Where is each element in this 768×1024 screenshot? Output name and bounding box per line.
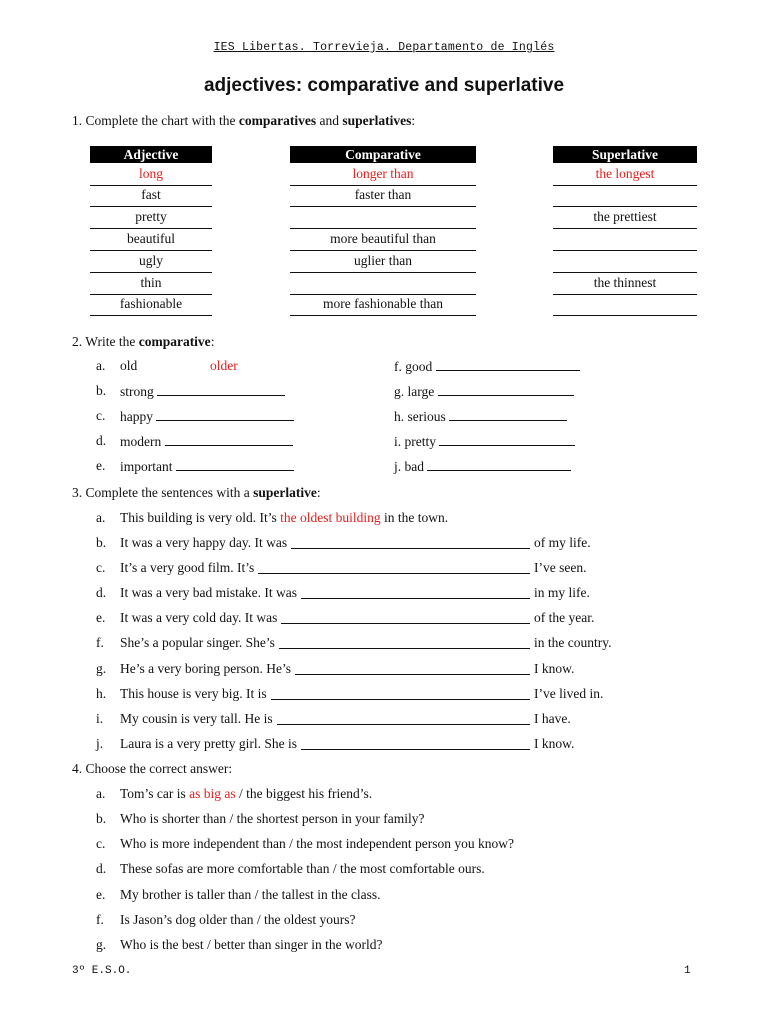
adjective-cell: thin [90, 273, 212, 295]
sentence-end: in my life. [534, 585, 590, 601]
q3-example-sentence: This building is very old. It’s the oldest building in the town. [120, 510, 449, 525]
q3-example-answer: the oldest building [280, 510, 381, 525]
superlative-cell: the longest [553, 164, 697, 186]
item-word: happy [120, 409, 153, 424]
answer-blank[interactable] [439, 433, 575, 446]
answer-blank[interactable] [436, 358, 580, 371]
superlative-cell[interactable] [553, 294, 697, 316]
sentence-start: It’s a very good film. It’s [120, 560, 255, 576]
answer-blank[interactable] [279, 648, 530, 649]
comparative-item [120, 358, 238, 374]
comparative-item [394, 458, 571, 475]
q4-instruction: 4. Choose the correct answer: [72, 761, 233, 776]
header-comparative: Comparative [290, 146, 476, 163]
comparative-cell: uglier than [290, 251, 476, 273]
answer-blank[interactable] [438, 383, 574, 396]
choice-sentence: Who is more independent than / the most independent person you know? [120, 836, 515, 852]
comparative-item [120, 433, 293, 450]
q1-instruction: 1. Complete the chart with the comparatives and superlatives: [72, 113, 416, 128]
superlative-cell[interactable] [553, 229, 697, 251]
superlative-cell[interactable] [553, 185, 697, 207]
item-letter: d. [96, 585, 107, 601]
item-letter: e. [96, 886, 106, 902]
item-word: important [120, 459, 173, 474]
sentence-start: This house is very big. It is [120, 685, 267, 701]
header-adjective: Adjective [90, 146, 212, 163]
header-superlative: Superlative [553, 146, 697, 163]
item-word: old [120, 358, 138, 373]
sentence-start: It was a very bad mistake. It was [120, 585, 297, 601]
item-letter: e. [96, 458, 106, 473]
item-letter: c. [96, 560, 106, 576]
item-letter: f. [96, 635, 104, 651]
answer-blank[interactable] [291, 548, 530, 549]
item-letter: i. [394, 434, 402, 449]
choice-sentence: Who is the best / better than singer in the world? [120, 937, 383, 952]
comparative-cell: faster than [290, 185, 476, 207]
item-letter: g. [96, 660, 107, 676]
q2-instruction: 2. Write the comparative: [72, 334, 215, 349]
footer-page-number: 1 [684, 965, 691, 977]
answer-blank[interactable] [271, 699, 530, 700]
adjective-cell: beautiful [90, 229, 212, 251]
answer-blank[interactable] [258, 573, 530, 574]
comparative-item [394, 408, 567, 425]
superlative-cell[interactable] [553, 251, 697, 273]
page-title: adjectives: comparative and superlative [203, 75, 565, 96]
item-letter: j. [96, 735, 104, 751]
comparative-cell: more beautiful than [290, 229, 476, 251]
item-letter: j. [394, 459, 402, 474]
sentence-end: I’ve seen. [534, 560, 587, 576]
answer-blank[interactable] [277, 724, 530, 725]
sentence-start: My cousin is very tall. He is [120, 710, 273, 726]
comparative-item [120, 383, 285, 400]
superlative-cell: the prettiest [553, 207, 697, 229]
item-word: good [405, 359, 433, 374]
answer-blank[interactable] [281, 623, 530, 624]
adjective-cell: pretty [90, 207, 212, 229]
item-letter: e. [96, 610, 106, 626]
choice-sentence: My brother is taller than / the tallest in the class. [120, 886, 381, 902]
item-letter: b. [96, 535, 107, 550]
adjective-cell: fashionable [90, 294, 212, 316]
sentence-end: of the year. [534, 610, 595, 626]
item-letter: h. [96, 685, 107, 701]
sentence-end: I’ve lived in. [534, 685, 604, 701]
comparative-item [394, 383, 574, 400]
superlative-cell: the thinnest [553, 273, 697, 295]
choice-sentence: These sofas are more comfortable than / the most comfortable ours. [120, 861, 485, 877]
item-word: large [407, 384, 435, 399]
school-header: IES Libertas. Torrevieja. Departamento de Inglés [213, 41, 555, 54]
answer-blank[interactable] [157, 383, 285, 396]
item-letter: d. [96, 861, 107, 877]
item-letter: f. [96, 911, 104, 927]
item-word: serious [407, 409, 446, 424]
answer-blank[interactable] [427, 458, 571, 471]
sentence-end: I know. [534, 660, 575, 676]
item-letter: d. [96, 433, 107, 448]
item-letter: h. [394, 409, 405, 424]
q3-instruction: 3. Complete the sentences with a superlative: [72, 485, 321, 500]
answer-blank[interactable] [295, 674, 530, 675]
q4-example-sentence: Tom’s car is as big as / the biggest his friend’s. [120, 786, 373, 801]
item-letter: b. [96, 811, 107, 826]
comparative-item [120, 458, 294, 475]
q4-example-letter: a. [96, 786, 106, 801]
sentence-start: It was a very happy day. It was [120, 535, 288, 550]
comparative-cell: more fashionable than [290, 294, 476, 316]
sentence-start: Laura is a very pretty girl. She is [120, 735, 297, 751]
sentence-start: It was a very cold day. It was [120, 610, 278, 626]
choice-sentence: Who is shorter than / the shortest person in your family? [120, 811, 425, 826]
item-word: strong [120, 384, 154, 399]
q3-example-letter: a. [96, 510, 106, 525]
answer-blank[interactable] [301, 749, 530, 750]
sentence-end: of my life. [534, 535, 591, 550]
answer-blank[interactable] [165, 433, 293, 446]
item-letter: g. [96, 937, 107, 952]
item-word: bad [404, 459, 425, 474]
item-letter: f. [394, 359, 402, 374]
item-letter: c. [96, 408, 106, 423]
item-letter: b. [96, 383, 107, 398]
sentence-start: She’s a popular singer. She’s [120, 635, 275, 651]
q4-example-answer: as big as [189, 786, 236, 801]
item-letter: g. [394, 384, 405, 399]
footer-course: 3º E.S.O. [72, 965, 132, 977]
example-answer: older [210, 358, 238, 373]
item-letter: i. [96, 710, 104, 726]
item-letter: c. [96, 836, 106, 852]
sentence-end: I know. [534, 735, 575, 751]
comparative-cell: longer than [290, 164, 476, 186]
item-letter: a. [96, 358, 106, 373]
answer-blank[interactable] [301, 598, 530, 599]
sentence-end: in the country. [534, 635, 612, 651]
adjective-cell: ugly [90, 251, 212, 273]
item-word: modern [120, 434, 162, 449]
comparative-cell[interactable] [290, 207, 476, 229]
answer-blank[interactable] [449, 408, 567, 421]
choice-sentence: Is Jason’s dog older than / the oldest yours? [120, 911, 356, 927]
item-word: pretty [404, 434, 437, 449]
answer-blank[interactable] [156, 408, 294, 421]
comparative-item [394, 433, 575, 450]
comparative-item [120, 408, 294, 425]
adjective-cell: fast [90, 185, 212, 207]
sentence-end: I have. [534, 710, 571, 726]
comparative-cell[interactable] [290, 273, 476, 295]
answer-blank[interactable] [176, 458, 294, 471]
comparative-item [394, 358, 580, 375]
adjective-cell: long [90, 164, 212, 186]
sentence-start: He’s a very boring person. He’s [120, 660, 291, 676]
